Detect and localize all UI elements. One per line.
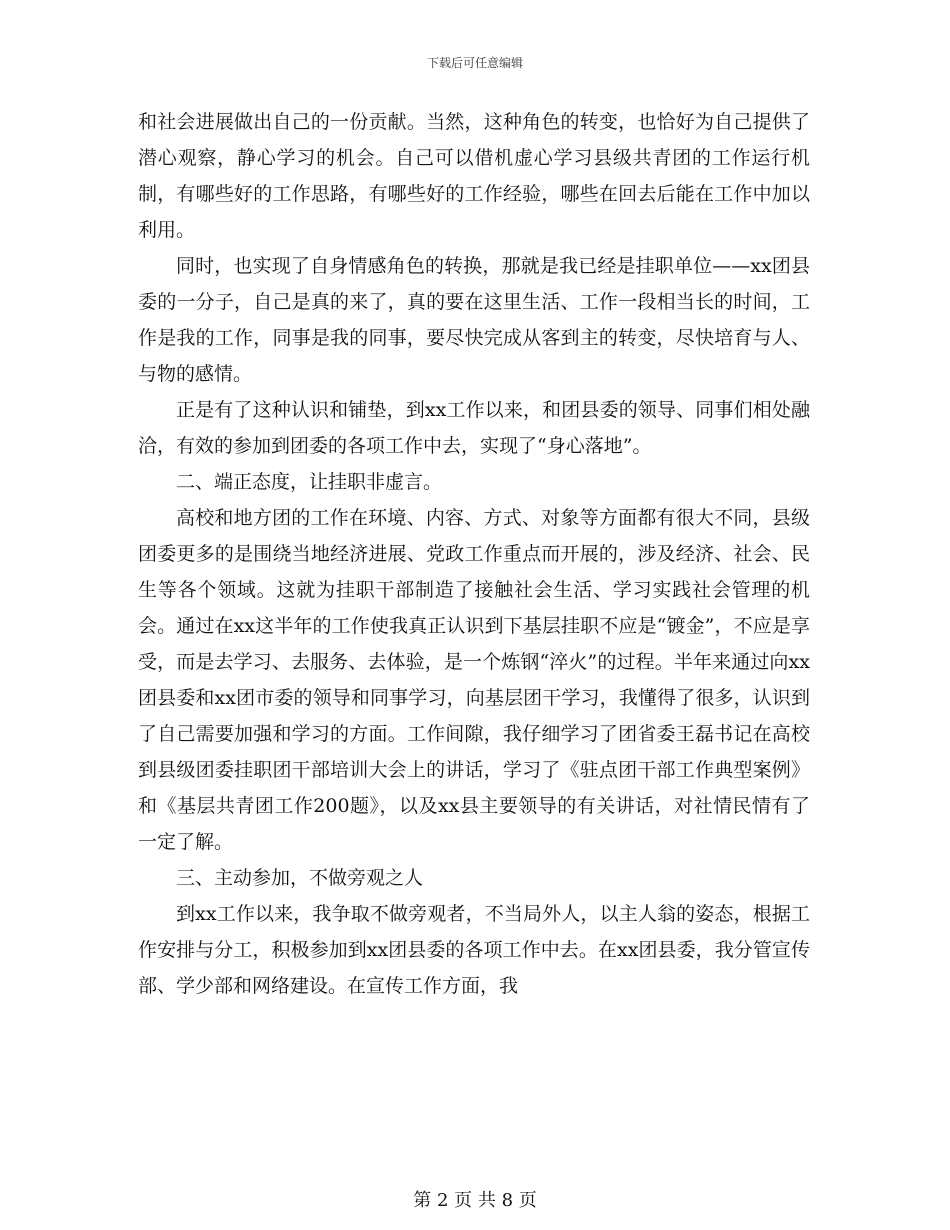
section-heading: 二、端正态度，让挂职非虚言。 — [176, 471, 443, 493]
paragraph: 高校和地方团的工作在环境、内容、方式、对象等方面都有很大不同，县级团委更多的是围绕当地经济进展、党政工作重点而开展的，涉及经济、社会、民生等各个领域。这就为挂职干部制造了接触社会生活、学习实践社会管理的机会。通过在xx这半年的工作使我真正认识到下基层挂职不应是“镀金”，不应是享受，而是去学习、去服务、去体验，是一个炼钢“淬火”的过程。半年来通过向xx团县委和xx团市委的领导和同事学习，向基层团干学习，我懂得了很多，认识到了自己需要加强和学习的方面。工作间隙，我仔细学习了团省委王磊书记在高校到县级团委挂职团干部培训大会上的讲话，学习了《驻点团干部工作典型案例》和《基层共青团工作200题》，以及xx县主要领导的有关讲话，对社情民情有了一定了解。 — [138, 507, 810, 853]
section-heading: 三、主动参加，不做旁观之人 — [176, 867, 424, 889]
paragraph: 同时，也实现了自身情感角色的转换，那就是我已经是挂职单位——xx团县委的一分子，自己是真的来了，真的要在这里生活、工作一段相当长的时间，工作是我的工作，同事是我的同事，要尽快完成从客到主的转变，尽快培育与人、与物的感情。 — [138, 255, 810, 385]
page-number-footer: 第 2 页 共 8 页 — [413, 1190, 537, 1211]
page-header-note: 下载后可任意编辑 — [426, 56, 523, 70]
document-body — [138, 104, 810, 1004]
paragraph: 和社会进展做出自己的一份贡献。当然，这种角色的转变，也恰好为自己提供了潜心观察，静心学习的机会。自己可以借机虚心学习县级共青团的工作运行机制，有哪些好的工作思路，有哪些好的工作经验，哪些在回去后能在工作中加以利用。 — [138, 111, 810, 241]
paragraph: 到xx工作以来，我争取不做旁观者，不当局外人，以主人翁的姿态，根据工作安排与分工，积极参加到xx团县委的各项工作中去。在xx团县委，我分管宣传部、学少部和网络建设。在宣传工作方面，我 — [138, 903, 810, 997]
paragraph: 正是有了这种认识和铺垫，到xx工作以来，和团县委的领导、同事们相处融洽，有效的参加到团委的各项工作中去，实现了“身心落地”。 — [138, 399, 810, 457]
